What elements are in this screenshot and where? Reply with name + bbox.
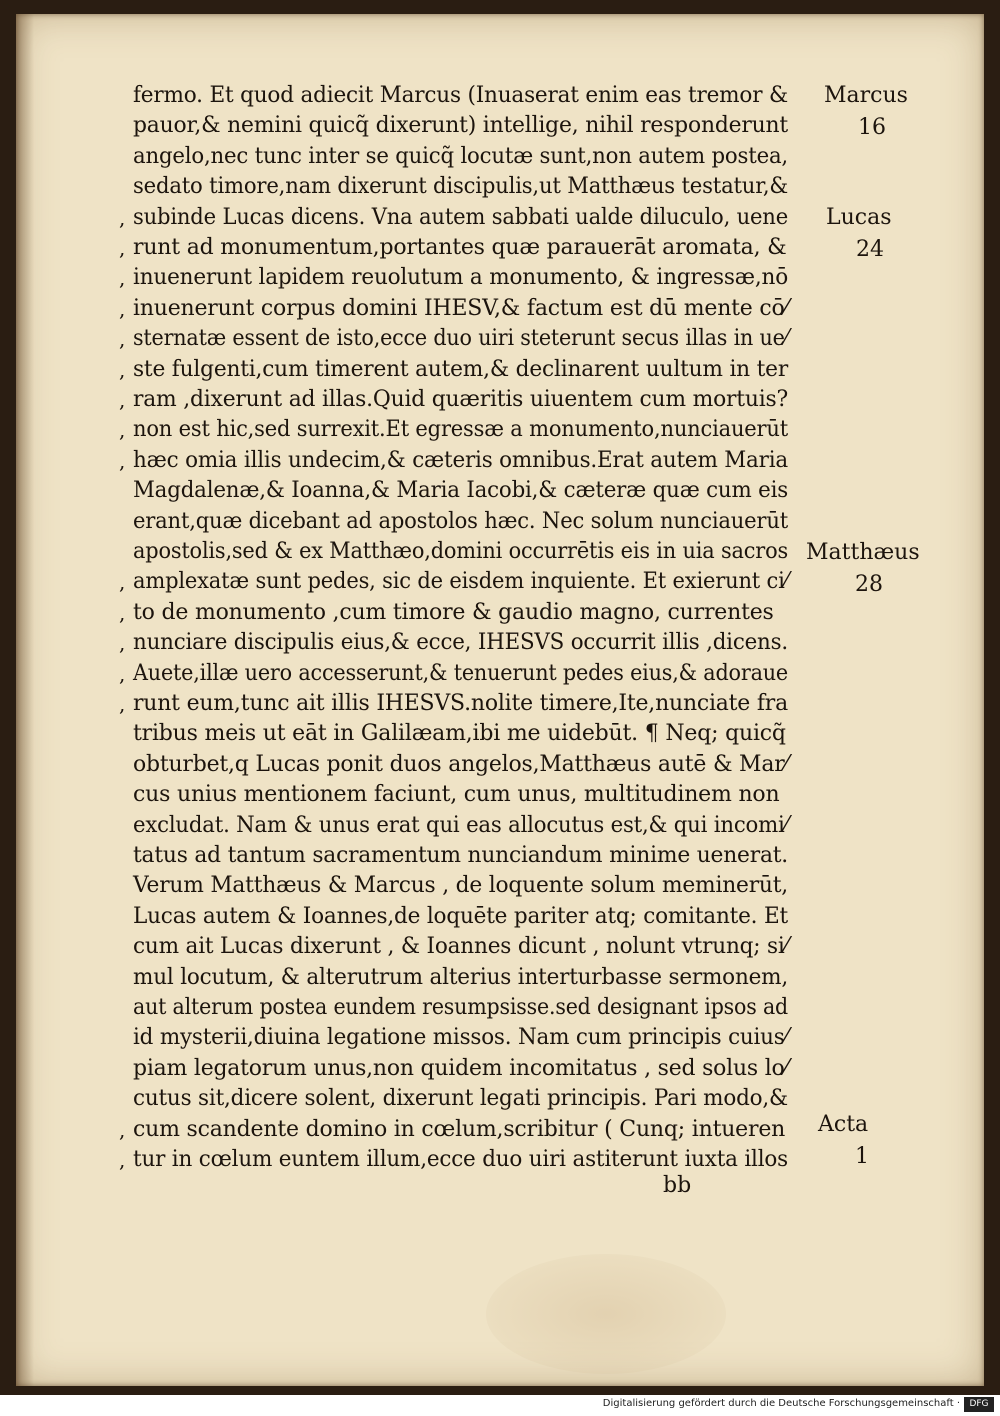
line-text: runt eum,tunc ait illis IHESVS.nolite timere,Ite,nunciate fra: [133, 691, 788, 716]
text-line: [133, 719, 813, 749]
line-marker: ,: [119, 418, 126, 443]
line-marker: ,: [119, 448, 126, 473]
line-text: excludat. Nam & unus erat qui eas allocutus est,& qui incomi⁄: [133, 812, 788, 838]
text-line: [119, 203, 813, 233]
text-line: [133, 780, 813, 810]
text-line: [133, 841, 813, 871]
margin-note: Lucas: [826, 205, 892, 230]
line-text: angelo,nec tunc inter se quicq̃ locutæ sunt,non autem postea,: [133, 143, 788, 169]
text-line: [133, 507, 813, 537]
line-text: cus unius mentionem faciunt, cum unus, multitudinem non: [133, 782, 780, 808]
line-marker: ,: [119, 661, 126, 686]
line-text: obturbet,q Lucas ponit duos angelos,Matthæus autē & Mar⁄: [133, 751, 788, 777]
line-text: ste fulgenti,cum timerent autem,& declinarent uultum in ter: [133, 356, 788, 382]
text-line: [133, 111, 813, 141]
line-text: id mysterii,diuina legatione missos. Nam cum principis cuius⁄: [133, 1025, 788, 1051]
line-marker: ,: [119, 631, 126, 656]
text-line: [119, 598, 813, 628]
line-text: Magdalenæ,& Ioanna,& Maria Iacobi,& cæteræ quæ cum eis: [133, 478, 788, 504]
line-text: tur in cœlum euntem illum,ecce duo uiri astiterunt iuxta illos: [133, 1147, 788, 1172]
line-text: inuenerunt corpus domini IHESV,& factum est dū mente cō⁄: [133, 295, 788, 321]
line-marker: ,: [119, 327, 126, 352]
text-line: [119, 263, 813, 293]
line-text: Auete,illæ uero accesserunt,& tenuerunt pedes eius,& adoraue: [133, 660, 788, 686]
line-text: ram ,dixerunt ad illas.Quid quæritis uiuentem cum mortuis?: [133, 387, 788, 412]
line-marker: ,: [119, 357, 126, 382]
text-line: [119, 628, 813, 658]
text-line: [133, 963, 813, 993]
line-text: sternatæ essent de isto,ecce duo uiri steterunt secus illas in ue⁄: [133, 326, 788, 352]
text-line: [133, 811, 813, 841]
text-line: [119, 355, 813, 385]
line-text: erant,quæ dicebant ad apostolos hæc. Nec solum nunciauerūt: [133, 508, 788, 534]
footer-credit: Digitalisierung gefördert durch die Deutsche Forschungsgemeinschaft ·: [602, 1398, 960, 1409]
line-text: to de monumento ,cum timore & gaudio magno, currentes: [133, 599, 774, 625]
line-marker: ,: [119, 1148, 126, 1172]
text-line: [133, 1054, 813, 1084]
line-text: fermo. Et quod adiecit Marcus (Inuaserat enim eas tremor &: [133, 83, 788, 108]
text-line: [133, 142, 813, 172]
line-text: amplexatæ sunt pedes, sic de eisdem inquiente. Et exierunt ci⁄: [133, 569, 788, 595]
margin-note: Marcus: [824, 83, 908, 108]
text-line: [119, 659, 813, 689]
line-text: cum ait Lucas dixerunt , & Ioannes dicunt , nolunt vtrunq; si⁄: [133, 934, 788, 960]
line-text: hæc omia illis undecim,& cæteris omnibus.Erat autem Maria: [133, 447, 788, 473]
line-text: Verum Matthæus & Marcus , de loquente solum meminerūt,: [133, 873, 788, 899]
line-marker: ,: [119, 388, 126, 412]
line-text: Lucas autem & Ioannes,de loquēte pariter atq; comitante. Et: [133, 903, 788, 929]
line-marker: ,: [119, 692, 126, 716]
line-text: cutus sit,dicere solent, dixerunt legati principis. Pari modo,&: [133, 1086, 788, 1112]
text-line: [119, 324, 813, 354]
margin-note: 1: [855, 1144, 869, 1169]
line-text: mul locutum, & alterutrum alterius interturbasse sermonem,: [133, 964, 788, 990]
line-text: apostolis,sed & ex Matthæo,domini occurrētis eis in uia sacros: [133, 539, 788, 564]
paper-stain: [486, 1254, 726, 1374]
line-marker: ,: [119, 236, 126, 260]
text-line: [119, 1145, 813, 1175]
margin-note: Acta: [818, 1112, 869, 1137]
footer-bar: [0, 1395, 1000, 1416]
line-text: pauor,& nemini quicq̃ dixerunt) intellige, nihil responderunt: [133, 113, 788, 139]
text-line: [133, 871, 813, 901]
line-marker: ,: [119, 1117, 126, 1142]
text-line: [133, 1023, 813, 1053]
line-text: sedato timore,nam dixerunt discipulis,ut Matthæus testatur,&: [133, 174, 788, 200]
text-line: [133, 1084, 813, 1114]
signature-mark: bb: [663, 1173, 692, 1198]
text-line: [119, 689, 813, 719]
text-line: [133, 476, 813, 506]
line-marker: ,: [119, 266, 126, 291]
line-marker: ,: [119, 205, 126, 230]
text-line: [133, 537, 813, 567]
text-line: [133, 902, 813, 932]
line-text: nunciare discipulis eius,& ecce, IHESVS occurrit illis ,dicens.: [133, 630, 788, 656]
text-line: [119, 385, 813, 415]
text-line: [133, 993, 813, 1023]
text-line: [119, 1115, 813, 1145]
line-text: runt ad monumentum,portantes quæ parauerāt aromata, &: [133, 235, 787, 260]
text-line: [119, 233, 813, 263]
text-line: [119, 446, 813, 476]
text-line: [133, 750, 813, 780]
text-line: [119, 294, 813, 324]
text-line: [133, 932, 813, 962]
margin-note: Matthæus: [806, 540, 920, 565]
text-line: [119, 415, 813, 445]
line-text: cum scandente domino in cœlum,scribitur ( Cunq; intueren: [133, 1116, 786, 1142]
line-text: non est hic,sed surrexit.Et egressæ a monumento,nunciauerūt: [133, 417, 788, 443]
text-line: [133, 172, 813, 202]
margin-note: 28: [855, 572, 883, 597]
margin-note: 24: [856, 237, 884, 262]
line-text: inuenerunt lapidem reuolutum a monumento, & ingressæ,nō: [133, 265, 788, 291]
line-marker: ,: [119, 570, 126, 595]
dfg-logo: DFG: [964, 1397, 994, 1412]
margin-note: 16: [858, 115, 886, 140]
line-text: piam legatorum unus,non quidem incomitatus , sed solus lo⁄: [133, 1055, 788, 1081]
text-line: [133, 81, 813, 111]
line-text: tatus ad tantum sacramentum nunciandum minime uenerat.: [133, 843, 788, 868]
line-text: aut alterum postea eundem resumpsisse.sed designant ipsos ad: [133, 995, 788, 1020]
line-text: tribus meis ut eāt in Galilæam,ibi me uidebūt. ¶ Neq; quicq̃: [133, 721, 786, 747]
line-marker: ,: [119, 600, 126, 625]
line-text: subinde Lucas dicens. Vna autem sabbati ualde diluculo, uene: [133, 204, 788, 230]
line-marker: ,: [119, 296, 126, 321]
text-line: [119, 567, 813, 597]
